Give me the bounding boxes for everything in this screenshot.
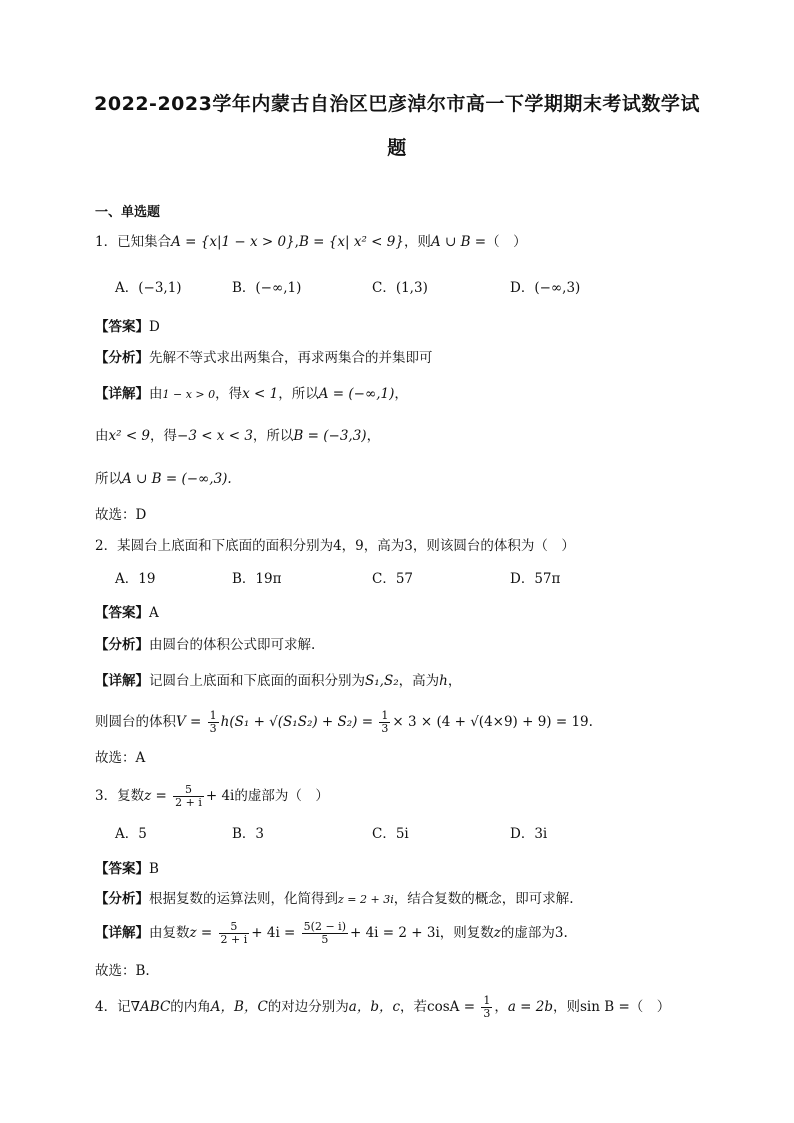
q1-option-c: C．(1,3) — [372, 280, 428, 296]
q1-set-b: B = {x| x² < 9} — [298, 234, 404, 250]
q1-conclusion: 故选：D — [95, 507, 147, 523]
q2-option-a: A．19 — [115, 571, 156, 587]
q1-detail-line-1: 【详解】由1 − x > 0，得x < 1，所以A = (−∞,1)， — [95, 386, 408, 402]
page-title — [60, 82, 734, 170]
q3-detail: 【详解】由复数z = $\frac{5}{2 + i}$ + 4i = $\frac{5(2 - i)}{5}$ + 4i = 2 + 3i，则复数z的虚部为3. — [95, 920, 568, 946]
q1-stem: 1．已知集合A = {x|1 − x > 0},B = {x| x² < 9}，则A ∪ B =（ ） — [95, 234, 527, 250]
q3-analysis: 【分析】根据复数的运算法则，化简得到z = 2 + 3i，结合复数的概念，即可求解. — [95, 891, 574, 907]
q3-answer: 【答案】B — [95, 861, 159, 877]
q3-option-b: B．3 — [232, 826, 265, 842]
q2-analysis: 【分析】由圆台的体积公式即可求解. — [95, 637, 316, 653]
q3-detail-fraction-1: $\frac{5}{2 + i}$ — [220, 920, 248, 946]
q3-detail-fraction-2: $\frac{5(2 - i)}{5}$ — [303, 920, 346, 946]
q4-stem: 4．记∇ABC的内角A，B，C的对边分别为a，b，c，若cosA = $\frac{1}{3}$ ，a = 2b，则sin B =（ ） — [95, 994, 671, 1020]
q3-option-c: C．5i — [372, 826, 409, 842]
q1-detail-line-2: 由x² < 9，得−3 < x < 3，所以B = (−3,3)， — [95, 428, 381, 444]
q1-analysis: 【分析】先解不等式求出两集合，再求两集合的并集即可 — [95, 350, 433, 366]
q1-option-d: D．(−∞,3) — [510, 280, 581, 296]
q3-option-a: A．5 — [115, 826, 147, 842]
q2-conclusion: 故选：A — [95, 750, 146, 766]
q4-fraction: $\frac{1}{3}$ — [483, 994, 491, 1020]
q1-answer: 【答案】D — [95, 319, 160, 335]
q1-option-a: A．(−3,1) — [115, 280, 182, 296]
q3-stem: 3．复数z = $\frac{5}{2 + i}$ + 4i的虚部为（ ） — [95, 783, 329, 809]
q1-option-b: B．(−∞,1) — [232, 280, 302, 296]
title-line-1: 2022-2023学年内蒙古自治区巴彦淖尔市高一下学期期末考试数学试 — [94, 93, 700, 115]
title-line-2: 题 — [387, 137, 407, 159]
q3-option-d: D．3i — [510, 826, 548, 842]
q1-detail-line-3: 所以A ∪ B = (−∞,3). — [95, 471, 232, 487]
q2-detail-line-2: 则圆台的体积V = $\frac{1}{3}$ h(S₁ + √(S₁S₂) + S₂) = $\frac{1}{3}$ × 3 × (4 + √(4×9) + 9) = 19. — [95, 709, 593, 735]
q2-fraction-one-third-2: $\frac{1}{3}$ — [381, 709, 389, 735]
q2-option-c: C．57 — [372, 571, 414, 587]
q2-detail-line-1: 【详解】记圆台上底面和下底面的面积分别为S₁,S₂，高为h， — [95, 673, 462, 689]
section-heading: 一、单选题 — [95, 205, 161, 220]
q3-conclusion: 故选：B. — [95, 963, 150, 979]
q3-fraction: $\frac{5}{2 + i}$ — [175, 783, 202, 809]
q2-option-d: D．57π — [510, 571, 561, 587]
q2-answer: 【答案】A — [95, 605, 159, 621]
q2-option-b: B．19π — [232, 571, 282, 587]
q1-union: A ∪ B = — [430, 234, 487, 250]
q1-set-a: A = {x|1 − x > 0} — [171, 234, 295, 250]
q2-stem: 2．某圆台上底面和下底面的面积分别为4，9，高为3，则该圆台的体积为（ ） — [95, 538, 575, 554]
q2-fraction-one-third: $\frac{1}{3}$ — [209, 709, 217, 735]
